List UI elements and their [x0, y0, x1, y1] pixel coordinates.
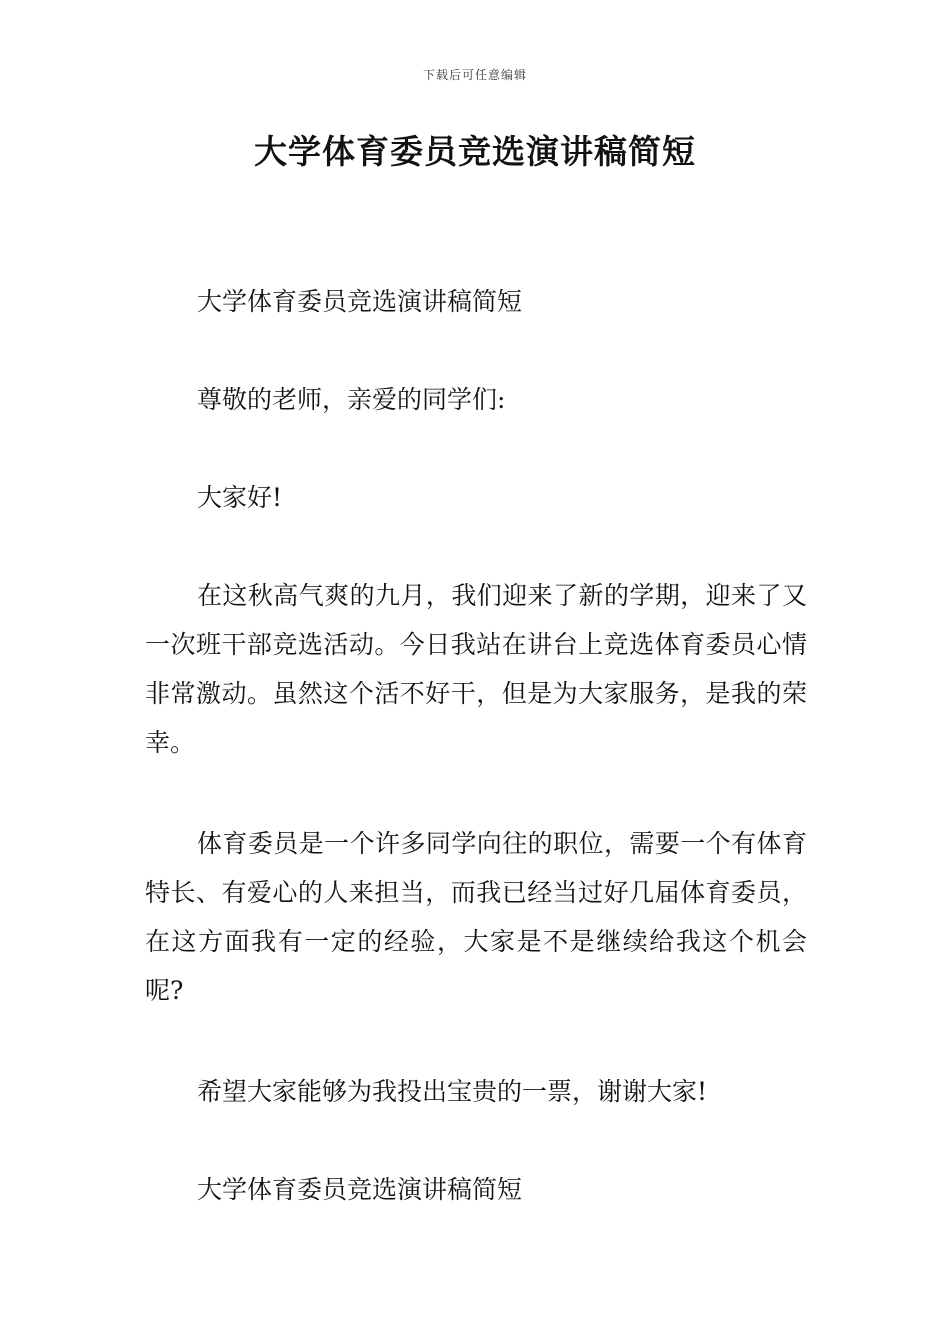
paragraph-hello: 大家好!: [197, 483, 283, 512]
paragraph-intro: 在这秋高气爽的九月，我们迎来了新的学期，迎来了又一次班干部竞选活动。今日我站在讲台上竞选体育委员心情非常激动。虽然这个活不好干，但是为大家服务，是我的荣幸。: [145, 581, 807, 757]
paragraph-greeting: 尊敬的老师，亲爱的同学们:: [197, 385, 506, 414]
paragraph-next-title: 大学体育委员竞选演讲稿简短: [197, 1175, 523, 1204]
document-title: 大学体育委员竞选演讲稿简短: [254, 132, 696, 171]
paragraph-experience: 体育委员是一个许多同学向往的职位，需要一个有体育特长、有爱心的人来担当，而我已经当过好几届体育委员，在这方面我有一定的经验，大家是不是继续给我这个机会呢?: [145, 829, 807, 1005]
paragraph-subtitle: 大学体育委员竞选演讲稿简短: [197, 287, 523, 316]
header-note: 下载后可任意编辑: [422, 68, 527, 82]
paragraph-closing: 希望大家能够为我投出宝贵的一票，谢谢大家!: [197, 1077, 708, 1106]
